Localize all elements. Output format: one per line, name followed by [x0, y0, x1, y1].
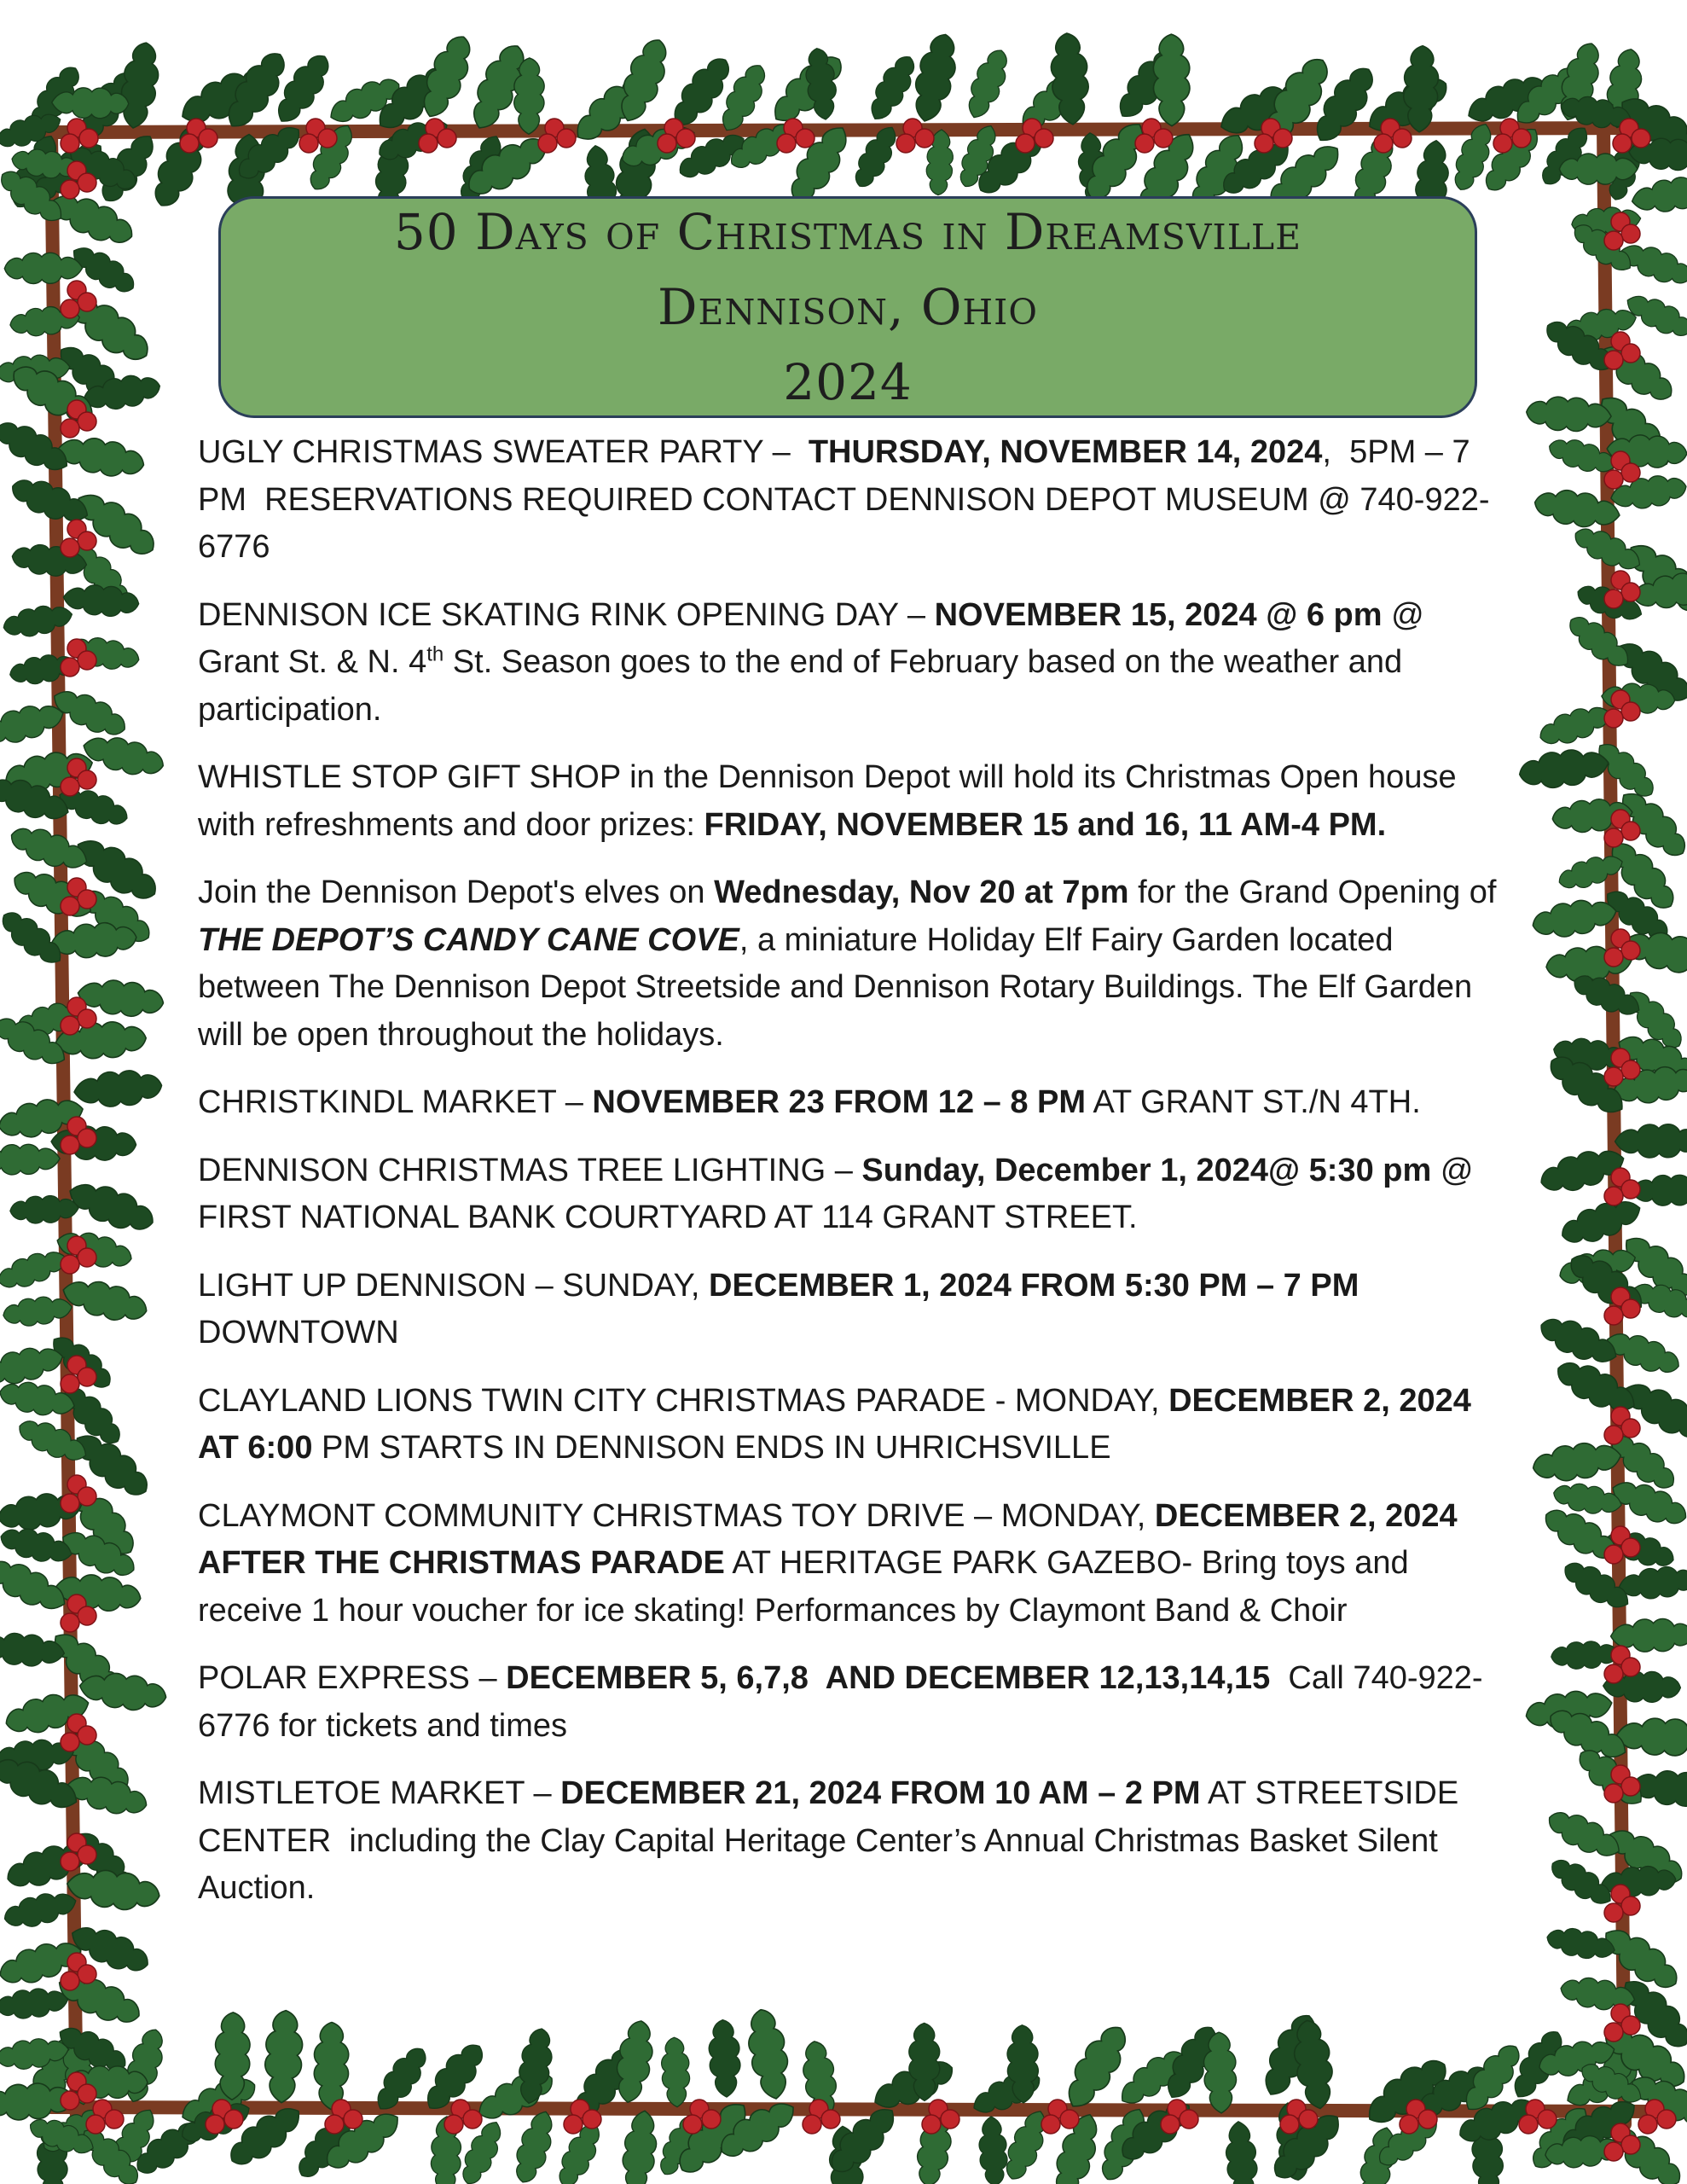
holly-leaf [907, 31, 963, 125]
holly-berry [78, 1726, 96, 1745]
holly-berry [1512, 129, 1531, 148]
holly-berry [78, 1368, 96, 1386]
title-banner [218, 196, 1477, 418]
holly-leaf [863, 50, 922, 125]
holly-berry [61, 299, 79, 318]
holly-berry [61, 777, 79, 796]
holly-berry [61, 1613, 79, 1632]
holly-berry [1604, 1784, 1623, 1803]
holly-berry [61, 1972, 79, 1990]
holly-leaf [1615, 1124, 1687, 1158]
holly-berry [1632, 129, 1650, 148]
event-list [198, 429, 1506, 1933]
holly-berry [78, 1009, 96, 1028]
event-light-up-dennison: LIGHT UP DENNISON – SUNDAY, DECEMBER 1, 2024 FROM 5:30 PM – 7 PM DOWNTOWN [198, 1267, 1368, 1350]
holly-berry [1621, 344, 1640, 363]
holly-berry [1060, 2110, 1079, 2129]
page-title: 50 Days of Christmas in Dreamsville [393, 203, 1302, 261]
holly-berry [78, 651, 96, 670]
holly-berry [1604, 231, 1623, 250]
holly-leaf [6, 820, 91, 876]
holly-berry [1621, 583, 1640, 601]
holly-berry [1621, 463, 1640, 482]
holly-berry [1621, 1777, 1640, 1796]
holly-berry [61, 1852, 79, 1871]
event-christmas-parade: CLAYLAND LIONS TWIN CITY CHRISTMAS PARADE - MONDAY, DECEMBER 2, 2024 AT 6:00 PM STARTS IN DENNISON ENDS IN UHRICHSVILLE [198, 1382, 1480, 1466]
holly-leaf [1203, 2032, 1237, 2114]
holly-berry [676, 129, 695, 148]
holly-berry [78, 531, 96, 550]
holly-berry [1621, 2016, 1640, 2035]
holly-berry [796, 129, 815, 148]
holly-berry [1604, 1426, 1623, 1444]
holly-berry [1418, 2110, 1437, 2129]
holly-berry [61, 1136, 79, 1154]
holly-berry [1041, 2115, 1060, 2134]
holly-berry [78, 1606, 96, 1625]
holly-berry [79, 129, 98, 148]
holly-berry [78, 412, 96, 431]
holly-berry [1657, 2110, 1676, 2129]
holly-leaf [1526, 395, 1612, 433]
holly-berry [1374, 134, 1393, 153]
holly-berry [1604, 1187, 1623, 1205]
holly-berry [463, 2110, 482, 2129]
holly-berry [1604, 2023, 1623, 2042]
holly-berry [896, 134, 915, 153]
event-mistletoe-market: MISTLETOE MARKET – DECEMBER 21, 2024 FROM 10 AM – 2 PM AT STREETSIDE CENTER including the Clay Capital Heritage Center’s Annual Christmas Basket Silent Auction. [198, 1775, 1468, 1906]
holly-berry [444, 2115, 463, 2134]
event-polar-express: POLAR EXPRESS – DECEMBER 5, 6,7,8 AND DECEMBER 12,13,14,15 Call 740-922-6776 for tickets and times [198, 1660, 1483, 1744]
holly-berry [658, 134, 676, 153]
holly-berry [1604, 590, 1623, 608]
holly-berry [78, 890, 96, 909]
holly-berry [78, 1487, 96, 1506]
holly-berry [1621, 1060, 1640, 1079]
holly-leaf [116, 40, 163, 131]
holly-berry [683, 2115, 702, 2134]
holly-leaf [1618, 1564, 1687, 1601]
holly-leaf [1559, 154, 1638, 184]
holly-berry [1273, 129, 1292, 148]
holly-berry [61, 1255, 79, 1274]
holly-berry [78, 2084, 96, 2103]
holly-leaf [961, 45, 1015, 123]
holly-leaf [73, 1068, 163, 1109]
holly-leaf [1517, 745, 1611, 792]
holly-berry [1621, 702, 1640, 721]
holly-leaf [0, 1143, 61, 1175]
holly-leaf [1545, 1924, 1617, 1963]
holly-leaf [660, 2037, 691, 2108]
holly-berry [915, 129, 934, 148]
holly-berry [1604, 470, 1623, 489]
holly-leaf [1224, 2120, 1260, 2184]
holly-berry [1604, 1067, 1623, 1086]
holly-berry [1613, 134, 1632, 153]
holly-berry [1621, 1658, 1640, 1676]
holly-berry [61, 1374, 79, 1393]
holly-berry [61, 2091, 79, 2110]
holly-berry [1621, 224, 1640, 243]
holly-berry [1161, 2115, 1180, 2134]
holly-leaf [264, 2010, 304, 2104]
holly-berry [61, 1494, 79, 1513]
holly-berry [78, 1965, 96, 1984]
holly-berry [1016, 134, 1035, 153]
holly-leaf [0, 1986, 69, 2022]
holly-leaf [708, 2019, 742, 2098]
holly-berry [78, 1845, 96, 1864]
holly-berry [564, 2115, 583, 2134]
holly-berry [1621, 2135, 1640, 2154]
holly-berry [1493, 134, 1512, 153]
holly-berry [1604, 828, 1623, 847]
holly-berry [1604, 2142, 1623, 2161]
holly-leaf [1562, 609, 1636, 675]
holly-berry [777, 134, 796, 153]
holly-leaf [1630, 172, 1687, 217]
holly-berry [61, 180, 79, 199]
holly-berry [61, 1733, 79, 1751]
holly-berry [1621, 1419, 1640, 1438]
holly-berry [803, 2115, 821, 2134]
holly-berry [1538, 2110, 1557, 2129]
holly-berry [224, 2110, 243, 2129]
holly-leaf [4, 253, 83, 284]
holly-berry [1604, 351, 1623, 369]
event-christkindl-market: CHRISTKINDL MARKET – NOVEMBER 23 FROM 12 – 8 PM AT GRANT ST./N 4TH. [198, 1084, 1421, 1120]
holly-berry [61, 538, 79, 557]
location-title: Dennison, Ohio [658, 278, 1038, 336]
holly-leaf [1531, 1438, 1623, 1485]
holly-berry [78, 770, 96, 789]
event-candy-cane-cove: Join the Dennison Depot's elves on Wednesday, Nov 20 at 7pm for the Grand Opening of THE DEPOT’S CANDY CANE COVE, a miniature Holiday Elf Fairy Garden located between The Dennison Depot Streetside and Dennison Rotary Buildings. The Elf Garden will be open throughout the holidays. [198, 874, 1506, 1053]
holly-berry [922, 2115, 941, 2134]
year-title: 2024 [783, 353, 913, 411]
holly-berry [1400, 2115, 1418, 2134]
holly-berry [1621, 822, 1640, 840]
holly-leaf [619, 2109, 660, 2184]
holly-berry [61, 658, 79, 677]
holly-berry [1255, 134, 1273, 153]
holly-leaf [1153, 34, 1190, 126]
holly-berry [1604, 1664, 1623, 1683]
holly-berry [78, 1129, 96, 1147]
holly-berry [1621, 941, 1640, 960]
holly-berry [1604, 1545, 1623, 1564]
holly-berry [1638, 2115, 1657, 2134]
holly-berry [105, 2110, 124, 2129]
event-tree-lighting: DENNISON CHRISTMAS TREE LIGHTING – Sunday, December 1, 2024@ 5:30 pm @ FIRST NATIONAL BANK COURTYARD AT 114 GRANT STREET. [198, 1152, 1482, 1235]
holly-berry [1299, 2110, 1318, 2129]
holly-berry [206, 2115, 224, 2134]
holly-berry [78, 173, 96, 192]
holly-berry [941, 2110, 959, 2129]
holly-berry [1621, 1538, 1640, 1557]
holly-berry [1154, 129, 1173, 148]
holly-berry [583, 2110, 601, 2129]
event-ice-skating-rink: DENNISON ICE SKATING RINK OPENING DAY – NOVEMBER 15, 2024 @ 6 pm @ Grant St. & N. 4th St. Season goes to the end of February based on the weather and participation. [198, 596, 1434, 728]
event-ugly-sweater-party: UGLY CHRISTMAS SWEATER PARTY – THURSDAY, NOVEMBER 14, 2024, 5PM – 7 PM RESERVATIONS REQUIRED CONTACT DENNISON DEPOT MUSEUM @ 740-922-6776 [198, 434, 1490, 565]
event-whistle-stop-gift-shop: WHISTLE STOP GIFT SHOP in the Dennison Depot will hold its Christmas Open house with refreshments and door prizes: FRIDAY, NOVEMBER 15 and 16, 11 AM-4 PM. [198, 759, 1466, 843]
holly-berry [86, 2115, 105, 2134]
holly-berry [61, 1016, 79, 1035]
holly-berry [821, 2110, 840, 2129]
holly-berry [438, 129, 456, 148]
holly-leaf [62, 583, 140, 619]
holly-berry [1604, 1903, 1623, 1922]
holly-berry [199, 129, 217, 148]
holly-leaf [977, 2116, 1009, 2184]
event-toy-drive: CLAYMONT COMMUNITY CHRISTMAS TOY DRIVE – MONDAY, DECEMBER 2, 2024 AFTER THE CHRISTMAS PARADE AT HERITAGE PARK GAZEBO- Bring toys and receive 1 hour voucher for ice skating! Performances by Claymont Band & Choir [198, 1497, 1465, 1629]
holly-berry [557, 129, 576, 148]
holly-berry [1180, 2110, 1198, 2129]
holly-berry [1519, 2115, 1538, 2134]
holly-berry [538, 134, 557, 153]
holly-berry [61, 134, 79, 153]
holly-berry [61, 419, 79, 438]
holly-leaf [509, 2107, 560, 2184]
holly-berry [1604, 1306, 1623, 1325]
holly-berry [1604, 709, 1623, 728]
holly-berry [1621, 1299, 1640, 1318]
holly-berry [299, 134, 318, 153]
holly-berry [318, 129, 337, 148]
holly-berry [1035, 129, 1053, 148]
holly-leaf [55, 432, 148, 481]
holly-berry [325, 2115, 344, 2134]
holly-berry [1621, 1180, 1640, 1199]
holly-leaf [743, 2007, 793, 2101]
holly-berry [1393, 129, 1412, 148]
holly-berry [78, 1248, 96, 1267]
holly-berry [78, 293, 96, 311]
holly-berry [61, 897, 79, 915]
holly-berry [1135, 134, 1154, 153]
holly-leaf [314, 2022, 349, 2109]
holly-berry [1604, 948, 1623, 967]
holly-berry [344, 2110, 362, 2129]
holly-berry [1621, 1896, 1640, 1915]
holly-leaf [612, 2018, 657, 2106]
holly-berry [180, 134, 199, 153]
holly-berry [419, 134, 438, 153]
holly-berry [702, 2110, 721, 2129]
holly-berry [1280, 2115, 1299, 2134]
